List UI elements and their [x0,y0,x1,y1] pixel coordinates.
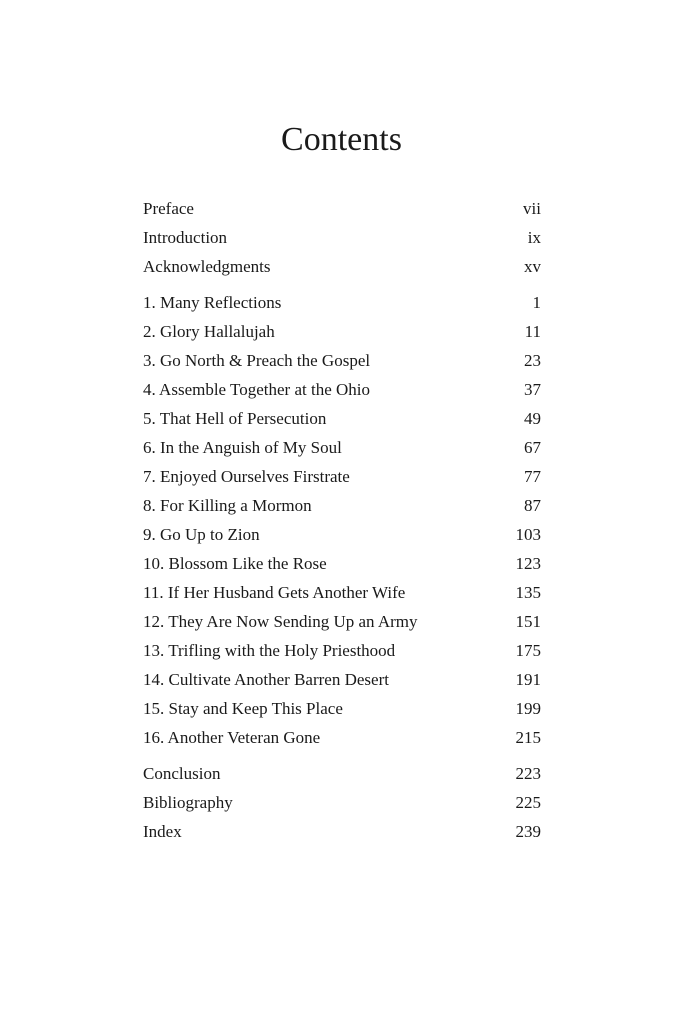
toc-entry-page-number: 103 [515,525,541,544]
toc-entry-title: 14. Cultivate Another Barren Desert [143,670,389,689]
toc-entry [143,549,541,578]
toc-entry [143,665,541,694]
toc-entry-title: Index [143,822,182,841]
toc-entry-page-number: xv [524,257,541,276]
toc-entry-page-number: 151 [515,612,541,631]
toc-entry-title: Introduction [143,228,228,247]
toc-entry-page-number: 223 [515,764,541,783]
toc-entry-title: 2. Glory Hallalujah [143,322,275,341]
toc-entry-page-number: 1 [532,293,541,312]
toc-entry-page-number: 37 [524,380,541,399]
toc-entry-title: Bibliography [143,793,233,812]
toc-entry-title: 16. Another Veteran Gone [143,728,321,747]
toc-entry-page-number: 11 [524,322,541,341]
toc-entry-title: 6. In the Anguish of My Soul [143,438,342,457]
toc-entry-title: 9. Go Up to Zion [143,525,260,544]
toc-entry-page-number: 135 [515,583,541,602]
toc-entry [143,788,541,817]
toc-entry [143,317,541,346]
toc-entry-title: 8. For Killing a Mormon [143,496,312,515]
toc-entry-title: 15. Stay and Keep This Place [143,699,343,718]
toc-entry [143,433,541,462]
toc-entry [143,578,541,607]
toc-entry-title: Conclusion [143,764,221,783]
toc-entry [143,723,541,752]
toc-entry-title: 11. If Her Husband Gets Another Wife [143,583,406,602]
toc-entry-page-number: 191 [515,670,541,689]
toc-entry-title: Acknowledgments [143,257,271,276]
toc-entry [143,404,541,433]
toc-entry [143,636,541,665]
toc-entry-page-number: vii [523,199,541,218]
toc-entry [143,252,541,281]
page-title: Contents [281,121,402,158]
toc-entry-title: 10. Blossom Like the Rose [143,554,327,573]
toc-entry-page-number: 225 [515,793,541,812]
toc-entry [143,288,541,317]
toc-entry-page-number: 49 [524,409,541,428]
toc-entry-title: 3. Go North & Preach the Gospel [143,351,371,370]
toc-entry-page-number: 87 [524,496,541,515]
toc-entry [143,194,541,223]
toc-entry-title: 4. Assemble Together at the Ohio [143,380,371,399]
toc-entry-title: 5. That Hell of Persecution [143,409,327,428]
toc-entry [143,607,541,636]
toc-entry [143,223,541,252]
toc-entry [143,346,541,375]
toc-entry-page-number: 215 [515,728,541,747]
toc-entry-title: 12. They Are Now Sending Up an Army [143,612,418,631]
back-matter-list [143,759,541,846]
toc-entry-page-number: 23 [524,351,541,370]
toc-entry [143,817,541,846]
toc-entry-title: 13. Trifling with the Holy Priesthood [143,641,396,660]
toc-entry [143,462,541,491]
chapter-list [143,288,541,752]
toc-entry-title: 1. Many Reflections [143,293,282,312]
toc-entry [143,375,541,404]
toc-entry-page-number: 123 [515,554,541,573]
toc-entry-page-number: 175 [515,641,541,660]
toc-entry [143,759,541,788]
toc-entry-page-number: ix [527,228,541,247]
front-matter-list [143,194,541,281]
toc-entry-page-number: 199 [515,699,541,718]
toc-entry-page-number: 239 [515,822,541,841]
toc-entry-page-number: 77 [524,467,541,486]
toc-entry [143,694,541,723]
toc-entry-page-number: 67 [524,438,541,457]
toc-entry [143,520,541,549]
toc-entry [143,491,541,520]
table-of-contents [143,194,541,846]
toc-entry-title: Preface [143,199,194,218]
toc-entry-title: 7. Enjoyed Ourselves Firstrate [143,467,350,486]
